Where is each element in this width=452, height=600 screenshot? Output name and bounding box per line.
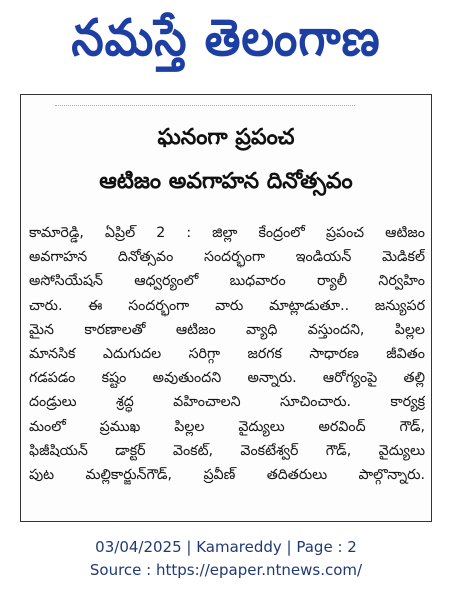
masthead-title: నమస్తే తెలంగాణ [71,7,381,68]
article-body-line: దండ్రులు శ్రద్ధ వహించాలని సూచించారు. కార్యక్ర [29,394,425,411]
article-headline-line-2: ఆటిజం అవగాహన దినోత్సవం [99,169,353,194]
clipping-source: Source : https://epaper.ntnews.com/ [89,561,363,579]
article-body-line: మైన కారణాలతో ఆటిజం వ్యాధి వస్తుందని, పిల్లల [29,321,425,338]
clipping-cut-edge [55,97,355,106]
clipping-meta: 03/04/2025 | Kamareddy | Page : 2 [95,538,357,556]
article-body-line: చారు. ఈ సందర్భంగా వారు మాట్లాడుతూ.. జన్యుపర [29,297,425,314]
article-body [29,221,425,487]
article-body-line: మంలో ప్రముఖ పిల్లల వైద్యులు అరవింద్ గౌడ్, [29,418,425,435]
article-clipping [20,94,432,522]
article-body-line: కామారెడ్డి, ఏప్రిల్ 2 : జిల్లా కేంద్రంలో ప్రపంచ ఆటిజం [29,225,425,241]
article-body-line: ఫిజీషియన్ డాక్టర్ వెంకట్, వెంకటేశ్వర్ గౌడ్, వైద్యులు [29,442,425,459]
article-body-line: పుట మల్లికార్జున్‌గౌడ్, ప్రవీణ్ తదితరులు పాల్గొన్నారు. [29,466,425,483]
article-body-line: మానసిక ఎదుగుదల సరిగ్గా జరగక సాధారణ జీవితం [29,345,425,362]
newspaper-masthead [12,8,440,80]
article-headline-line-1: ఘనంగా ప్రపంచ [157,125,295,150]
article-body-line: అసోసియేషన్ ఆధ్వర్యంలో బుధవారం ర్యాలీ నిర్వహిం [29,273,425,290]
article-body-line: అవగాహన దినోత్సవం సందర్భంగా ఇండియన్ మెడికల్ [29,249,425,266]
article-body-line: గడపడం కష్టం అవుతుందని అన్నారు. ఆరోగ్యంపై తల్లి [29,370,425,387]
